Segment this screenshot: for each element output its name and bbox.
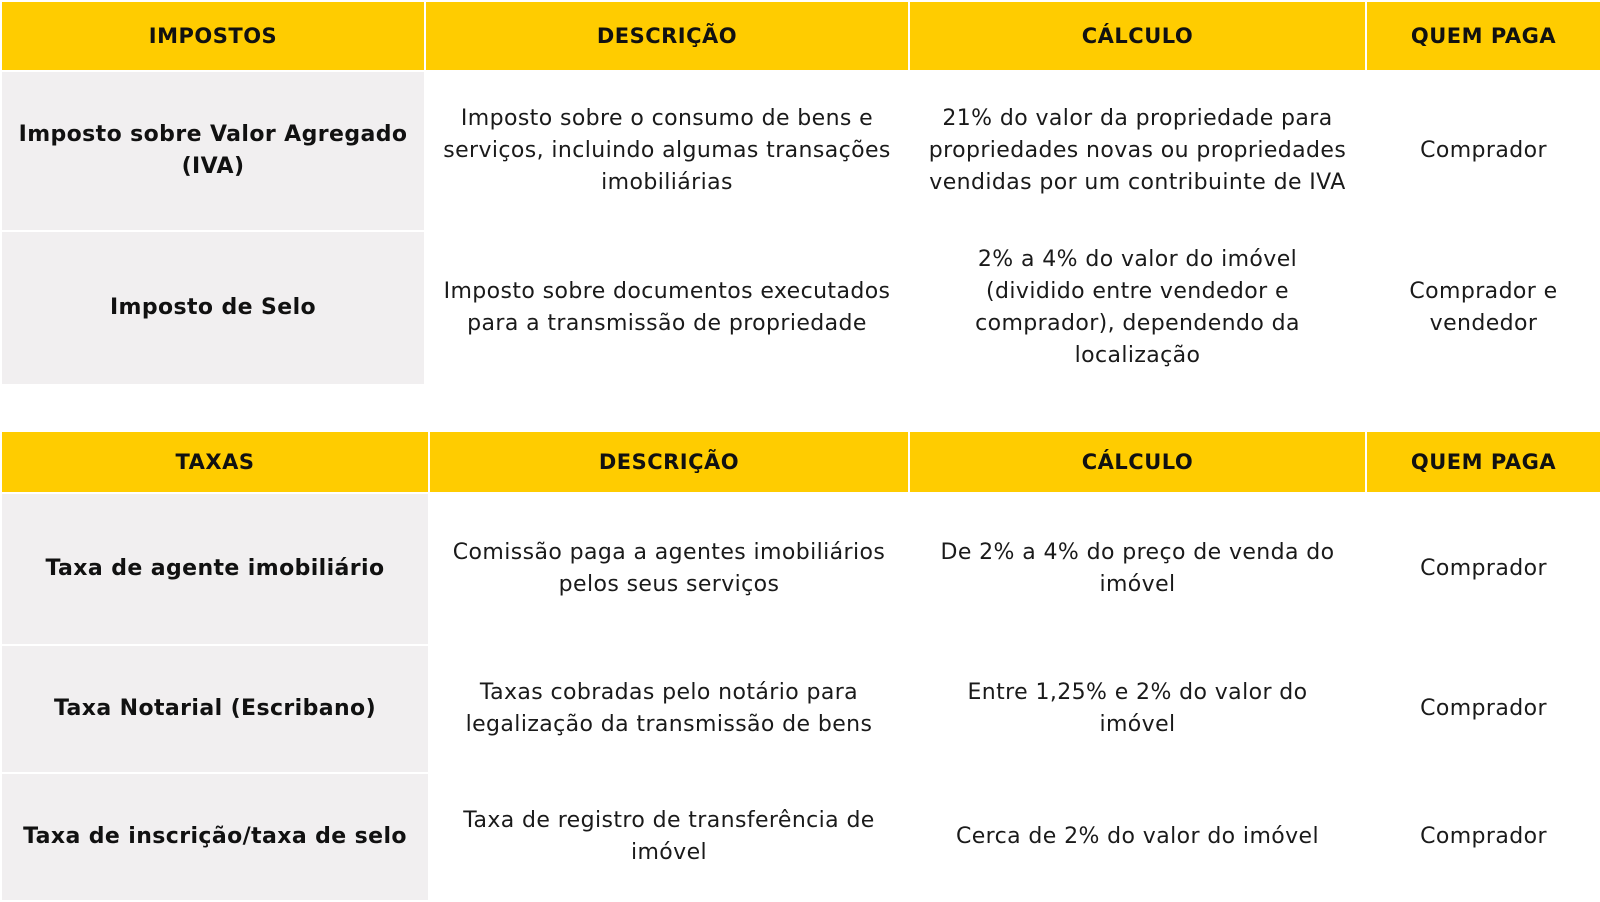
header-calculo: CÁLCULO [909, 1, 1366, 71]
fee-payer: Comprador [1366, 645, 1600, 773]
header-quem-paga: QUEM PAGA [1366, 431, 1600, 493]
header-descricao: DESCRIÇÃO [425, 1, 909, 71]
table-row [1, 231, 1600, 385]
fee-calculation: Entre 1,25% e 2% do valor do imóvel [909, 645, 1366, 773]
header-impostos: IMPOSTOS [1, 1, 425, 71]
taxas-table [0, 430, 1600, 902]
table-row [1, 773, 1600, 901]
header-taxas: TAXAS [1, 431, 429, 493]
fee-description: Taxas cobradas pelo notário para legalização da transmissão de bens [429, 645, 909, 773]
fee-calculation: De 2% a 4% do preço de venda do imóvel [909, 493, 1366, 645]
tax-name: Imposto de Selo [1, 231, 425, 385]
table-row [1, 71, 1600, 231]
tax-payer: Comprador e vendedor [1366, 231, 1600, 385]
fee-name: Taxa Notarial (Escribano) [1, 645, 429, 773]
fee-calculation: Cerca de 2% do valor do imóvel [909, 773, 1366, 901]
fee-name: Taxa de agente imobiliário [1, 493, 429, 645]
tax-payer: Comprador [1366, 71, 1600, 231]
table-row [1, 645, 1600, 773]
tax-description: Imposto sobre documentos executados para a transmissão de propriedade [425, 231, 909, 385]
tax-name: Imposto sobre Valor Agregado (IVA) [1, 71, 425, 231]
fee-description: Comissão paga a agentes imobiliários pelos seus serviços [429, 493, 909, 645]
header-calculo: CÁLCULO [909, 431, 1366, 493]
tax-calculation: 2% a 4% do valor do imóvel (dividido entre vendedor e comprador), dependendo da localização [909, 231, 1366, 385]
fee-description: Taxa de registro de transferência de imóvel [429, 773, 909, 901]
fee-name: Taxa de inscrição/taxa de selo [1, 773, 429, 901]
header-descricao: DESCRIÇÃO [429, 431, 909, 493]
fee-payer: Comprador [1366, 493, 1600, 645]
tax-calculation: 21% do valor da propriedade para propriedades novas ou propriedades vendidas por um contribuinte de IVA [909, 71, 1366, 231]
header-quem-paga: QUEM PAGA [1366, 1, 1600, 71]
table-row [1, 493, 1600, 645]
taxas-header-row [1, 431, 1600, 493]
impostos-header-row [1, 1, 1600, 71]
fee-payer: Comprador [1366, 773, 1600, 901]
tax-description: Imposto sobre o consumo de bens e serviços, incluindo algumas transações imobiliárias [425, 71, 909, 231]
impostos-table [0, 0, 1600, 386]
